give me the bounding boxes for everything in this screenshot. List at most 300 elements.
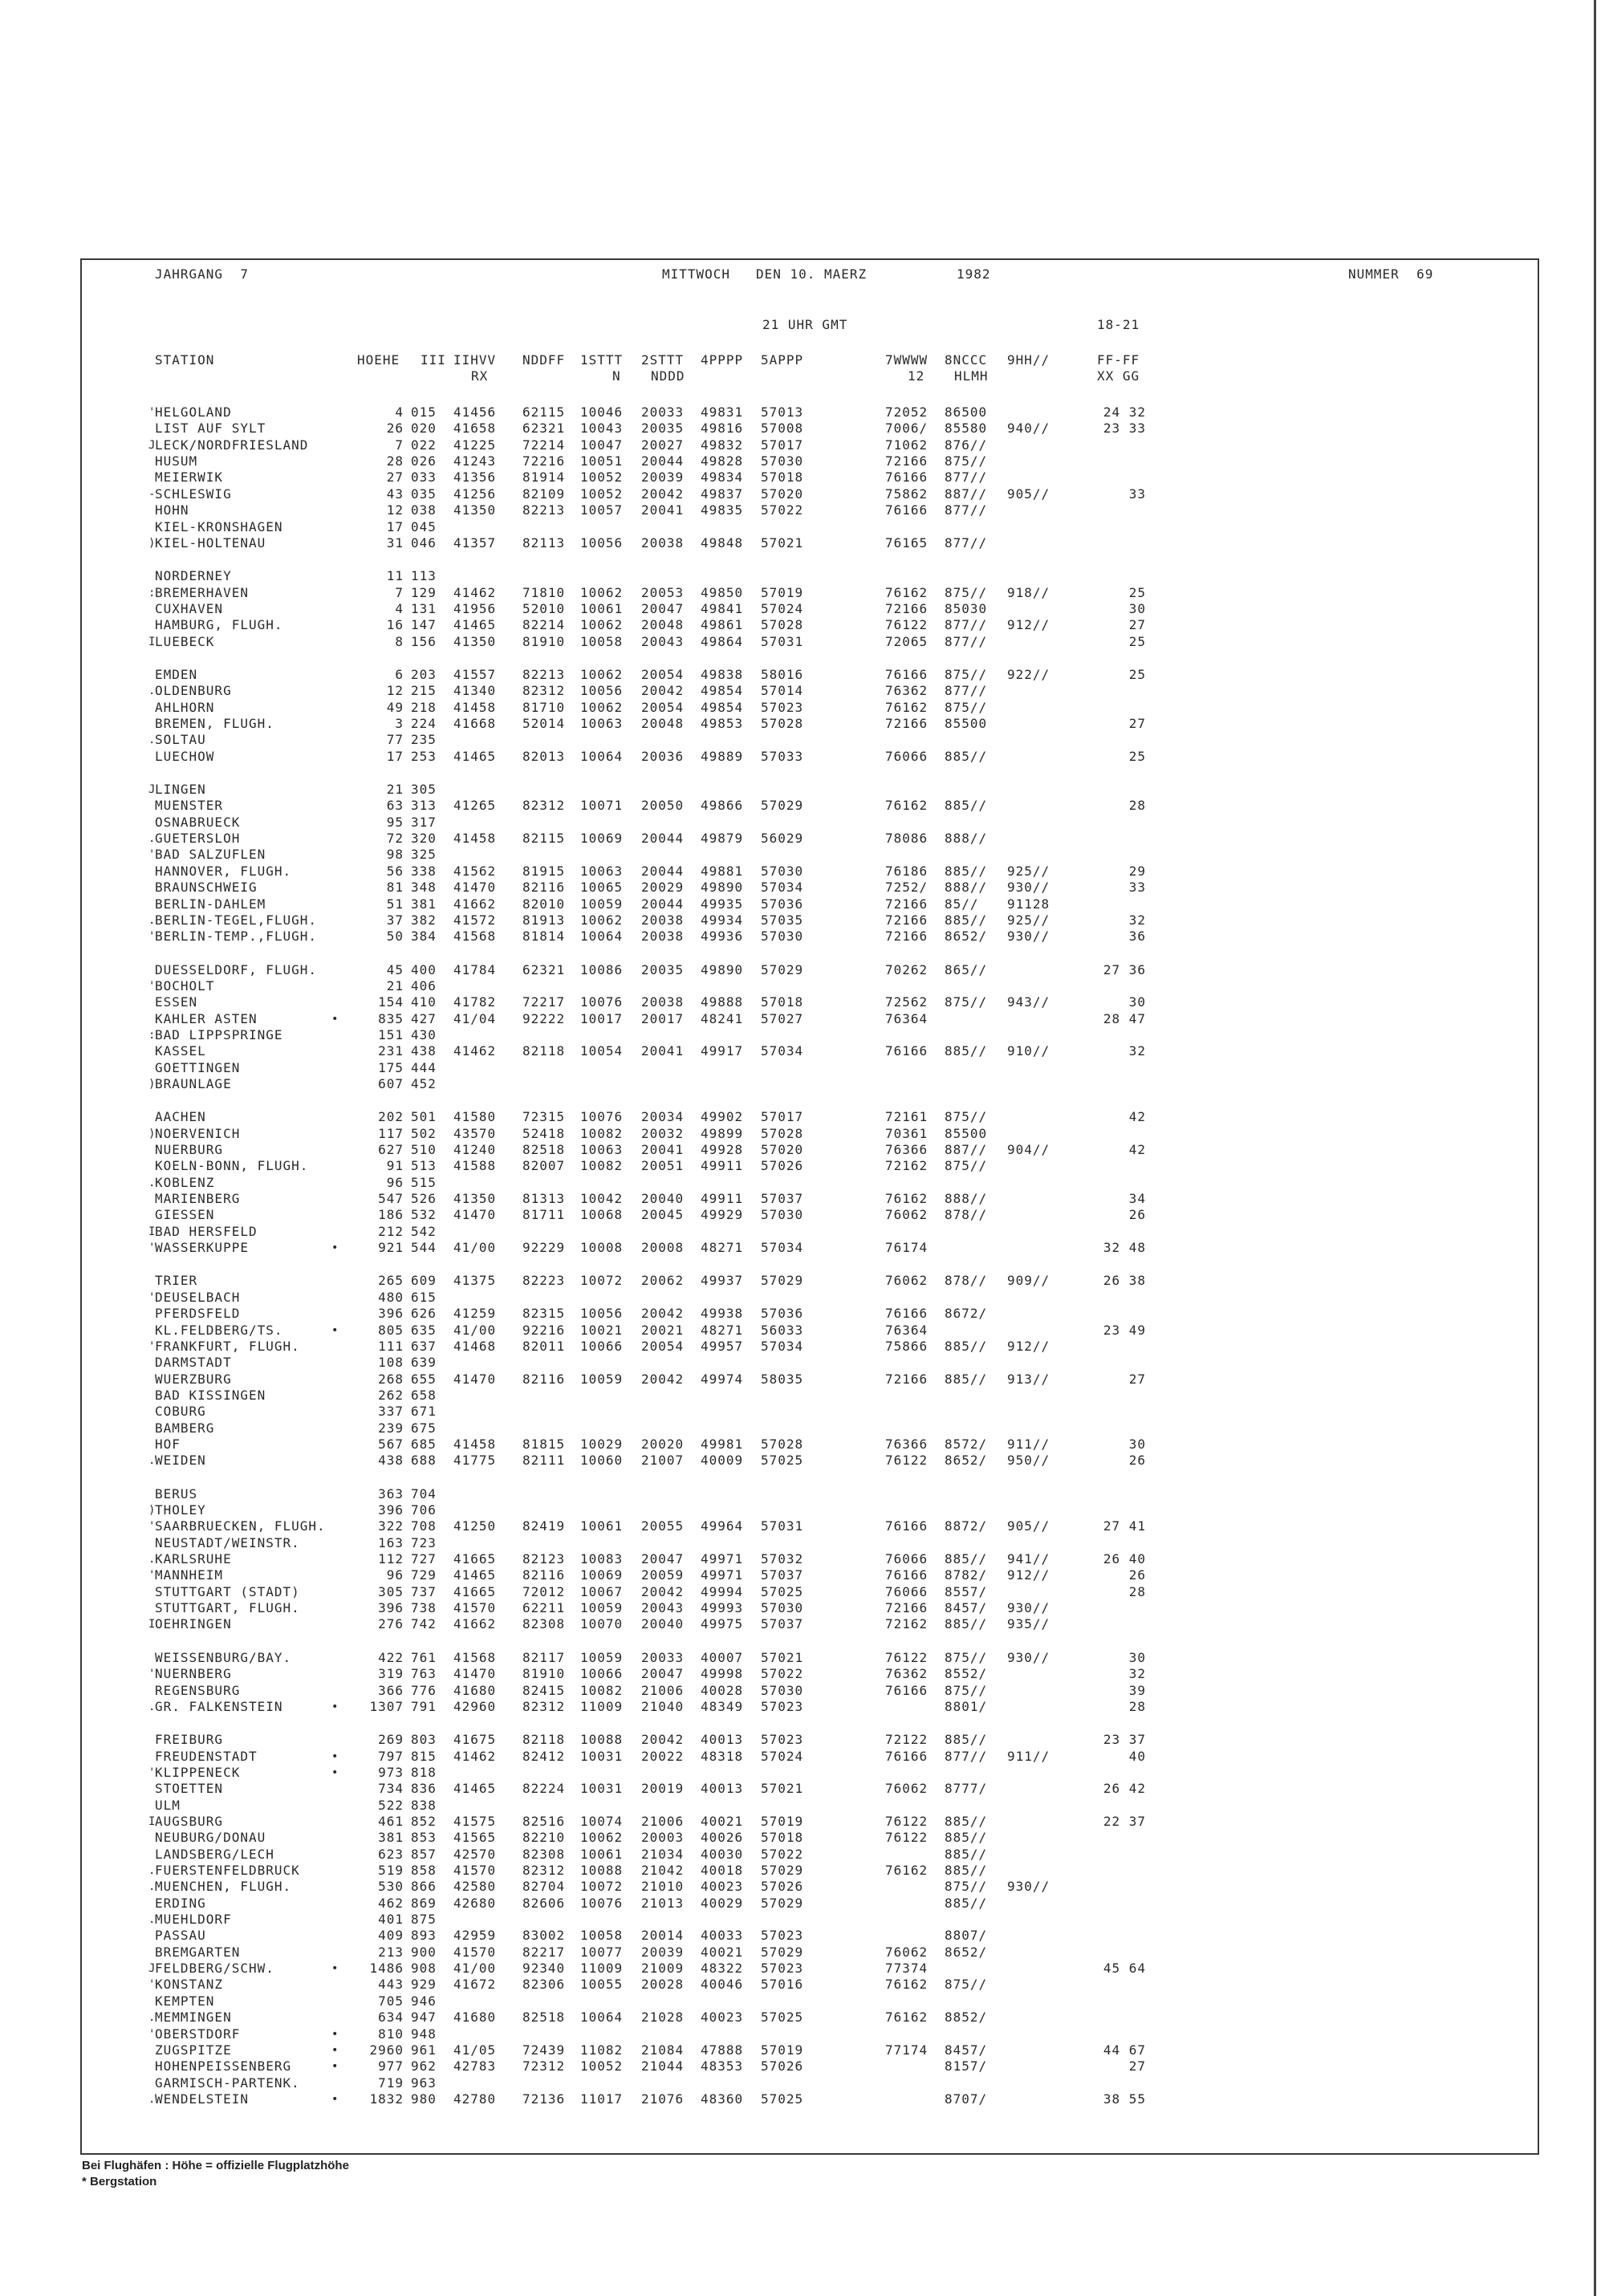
synop-group: 57017 xyxy=(761,1109,804,1125)
synop-group: 20032 xyxy=(641,1125,685,1141)
col-8nccc: 8NCCC xyxy=(945,352,988,368)
station-index: 147 xyxy=(411,617,437,633)
synop-group: 21044 xyxy=(641,2058,685,2075)
group-7wwww: 76364 xyxy=(885,1010,928,1026)
station-name: FREUDENSTADT xyxy=(155,1748,258,1764)
synop-group: 92222 xyxy=(522,1010,566,1026)
synop-group: 49936 xyxy=(701,929,744,945)
synop-group: 57026 xyxy=(761,1158,804,1174)
synop-group: 49981 xyxy=(701,1436,744,1452)
col-station: STATION xyxy=(155,352,215,368)
synop-group: 49938 xyxy=(701,1306,744,1322)
station-index: 317 xyxy=(411,814,437,830)
group-8nccc: 885// xyxy=(945,1895,988,1911)
group-7wwww: 76166 xyxy=(885,1682,928,1698)
synop-group: 21076 xyxy=(641,2091,685,2107)
synop-group: 49866 xyxy=(701,798,744,814)
synop-group: 49975 xyxy=(701,1616,744,1632)
synop-group: 57029 xyxy=(761,1273,804,1289)
station-height: 213 xyxy=(378,1944,404,1960)
synop-group: 41375 xyxy=(453,1273,497,1289)
synop-group: 57029 xyxy=(761,1944,804,1960)
station-index: 131 xyxy=(411,600,437,616)
station-index: 947 xyxy=(411,2010,437,2026)
group-7wwww: 76162 xyxy=(885,1191,928,1206)
synop-group: 10088 xyxy=(580,1863,624,1878)
group-8nccc: 85500 xyxy=(945,716,988,731)
synop-group: 82306 xyxy=(522,1977,566,1993)
station-height: 49 xyxy=(386,699,404,715)
synop-group: 49888 xyxy=(701,994,744,1010)
synop-group: 82213 xyxy=(522,502,566,518)
synop-group: 81915 xyxy=(522,863,566,879)
station-index: 929 xyxy=(411,1977,437,1993)
station-name: DUESSELDORF, FLUGH. xyxy=(155,961,318,977)
synop-group: 20044 xyxy=(641,863,685,879)
synop-group: 41665 xyxy=(453,1583,497,1599)
station-index: 544 xyxy=(411,1240,437,1256)
station-height: 91 xyxy=(386,1158,404,1174)
synop-group: 20045 xyxy=(641,1207,685,1223)
station-name: NORDERNEY xyxy=(155,568,232,584)
station-height: 17 xyxy=(386,518,404,534)
mountain-station-marker: • xyxy=(331,1012,339,1026)
group-8nccc: 875// xyxy=(945,1649,988,1665)
station-height: 396 xyxy=(378,1600,404,1616)
synop-group: 57037 xyxy=(761,1567,804,1583)
group-7wwww: 78086 xyxy=(885,831,928,847)
row-margin-mark: ) xyxy=(148,536,156,550)
synop-group: 57029 xyxy=(761,1895,804,1911)
station-name: KLIPPENECK xyxy=(155,1764,241,1780)
synop-group: 10042 xyxy=(580,1191,624,1206)
synop-group: 82312 xyxy=(522,798,566,814)
group-8nccc: 8782/ xyxy=(945,1567,988,1583)
synop-group: 10056 xyxy=(580,1306,624,1322)
synop-group: 41462 xyxy=(453,1748,497,1764)
synop-group: 81313 xyxy=(522,1191,566,1206)
station-index: 763 xyxy=(411,1666,437,1682)
synop-group: 57019 xyxy=(761,1813,804,1829)
synop-group: 20042 xyxy=(641,683,685,699)
station-name: STOETTEN xyxy=(155,1781,224,1797)
group-8nccc: 885// xyxy=(945,1846,988,1862)
synop-group: 41/05 xyxy=(453,2042,497,2058)
group-7wwww: 72162 xyxy=(885,1158,928,1174)
group-9hh: 922// xyxy=(1007,666,1050,682)
station-height: 231 xyxy=(378,1043,404,1059)
synop-group: 57020 xyxy=(761,1142,804,1157)
station-height: 186 xyxy=(378,1207,404,1223)
synop-group: 20054 xyxy=(641,666,685,682)
station-height: 921 xyxy=(378,1240,404,1256)
synop-group: 57025 xyxy=(761,2091,804,2107)
synop-group: 49993 xyxy=(701,1600,744,1616)
synop-group: 52014 xyxy=(522,716,566,731)
station-name: BERLIN-TEMP.,FLUGH. xyxy=(155,929,318,945)
synop-group: 41580 xyxy=(453,1109,497,1125)
row-margin-mark: J xyxy=(148,783,156,796)
row-margin-mark: ' xyxy=(148,1339,156,1353)
station-height: 117 xyxy=(378,1125,404,1141)
station-index: 737 xyxy=(411,1583,437,1599)
station-index: 022 xyxy=(411,437,437,453)
synop-group: 41675 xyxy=(453,1732,497,1748)
synop-group: 10062 xyxy=(580,1830,624,1846)
synop-group: 49850 xyxy=(701,584,744,600)
group-7wwww: 76162 xyxy=(885,584,928,600)
synop-group: 10059 xyxy=(580,1649,624,1665)
station-index: 532 xyxy=(411,1207,437,1223)
synop-group: 82011 xyxy=(522,1338,566,1354)
station-index: 776 xyxy=(411,1682,437,1698)
station-height: 95 xyxy=(386,814,404,830)
station-height: 567 xyxy=(378,1436,404,1452)
synop-group: 10062 xyxy=(580,584,624,600)
station-height: 480 xyxy=(378,1289,404,1305)
station-height: 26 xyxy=(386,421,404,437)
row-margin-mark: . xyxy=(148,734,156,747)
station-index: 727 xyxy=(411,1551,437,1567)
synop-group: 49971 xyxy=(701,1551,744,1567)
synop-group: 21007 xyxy=(641,1453,685,1469)
row-margin-mark: I xyxy=(148,1225,156,1238)
synop-group: 49835 xyxy=(701,502,744,518)
station-index: 738 xyxy=(411,1600,437,1616)
synop-group: 41350 xyxy=(453,633,497,649)
station-height: 43 xyxy=(386,486,404,502)
station-name: HOHN xyxy=(155,502,189,518)
synop-group: 57021 xyxy=(761,1649,804,1665)
synop-group: 20043 xyxy=(641,633,685,649)
station-height: 81 xyxy=(386,880,404,896)
group-7wwww: 72166 xyxy=(885,929,928,945)
row-margin-mark: . xyxy=(148,1454,156,1468)
synop-group: 57019 xyxy=(761,2042,804,2058)
station-index: 708 xyxy=(411,1518,437,1534)
station-index: 908 xyxy=(411,1961,437,1977)
synop-group: 48241 xyxy=(701,1010,744,1026)
synop-group: 20035 xyxy=(641,421,685,437)
station-height: 381 xyxy=(378,1830,404,1846)
wind-gusts: 40 xyxy=(1128,1748,1146,1764)
station-index: 980 xyxy=(411,2091,437,2107)
synop-group: 57023 xyxy=(761,1698,804,1714)
synop-group: 10059 xyxy=(580,1371,624,1387)
station-index: 688 xyxy=(411,1453,437,1469)
synop-group: 62321 xyxy=(522,421,566,437)
synop-group: 57024 xyxy=(761,600,804,616)
station-height: 96 xyxy=(386,1567,404,1583)
station-index: 033 xyxy=(411,469,437,486)
station-height: 37 xyxy=(386,912,404,928)
synop-group: 48322 xyxy=(701,1961,744,1977)
synop-group: 10059 xyxy=(580,1600,624,1616)
synop-group: 41572 xyxy=(453,912,497,928)
station-index: 961 xyxy=(411,2042,437,2058)
group-8nccc: 885// xyxy=(945,1813,988,1829)
synop-group: 49998 xyxy=(701,1666,744,1682)
station-height: 2960 xyxy=(369,2042,404,2058)
station-name: OLDENBURG xyxy=(155,683,232,699)
wind-gusts: 27 41 xyxy=(1103,1518,1146,1534)
station-height: 3 xyxy=(395,716,404,731)
col-8nccc-sub: HLMH xyxy=(954,368,989,384)
col-nddff: NDDFF xyxy=(522,352,566,368)
group-8nccc: 875// xyxy=(945,994,988,1010)
station-height: 50 xyxy=(386,929,404,945)
wind-gusts: 28 xyxy=(1128,1583,1146,1599)
wind-gusts: 44 67 xyxy=(1103,2042,1146,2058)
synop-group: 57021 xyxy=(761,1781,804,1797)
synop-group: 57023 xyxy=(761,1928,804,1944)
station-height: 396 xyxy=(378,1502,404,1518)
group-8nccc: 885// xyxy=(945,1732,988,1748)
synop-group: 10031 xyxy=(580,1781,624,1797)
station-height: 805 xyxy=(378,1322,404,1338)
synop-group: 10055 xyxy=(580,1977,624,1993)
synop-group: 10067 xyxy=(580,1583,624,1599)
station-height: 1486 xyxy=(369,1961,404,1977)
synop-group: 20042 xyxy=(641,1306,685,1322)
synop-group: 20035 xyxy=(641,961,685,977)
group-7wwww: 76166 xyxy=(885,1306,928,1322)
group-9hh: 925// xyxy=(1007,912,1050,928)
station-index: 203 xyxy=(411,666,437,682)
group-7wwww: 72166 xyxy=(885,912,928,928)
synop-group: 10052 xyxy=(580,2058,624,2075)
station-index: 113 xyxy=(411,568,437,584)
station-index: 869 xyxy=(411,1895,437,1911)
synop-group: 81910 xyxy=(522,1666,566,1682)
synop-group: 40026 xyxy=(701,1830,744,1846)
synop-group: 41240 xyxy=(453,1142,497,1157)
synop-group: 21084 xyxy=(641,2042,685,2058)
synop-group: 20020 xyxy=(641,1436,685,1452)
station-height: 977 xyxy=(378,2058,404,2075)
synop-group: 57028 xyxy=(761,617,804,633)
synop-group: 48271 xyxy=(701,1240,744,1256)
synop-group: 49854 xyxy=(701,699,744,715)
mountain-station-marker: • xyxy=(331,1323,339,1337)
station-name: FREIBURG xyxy=(155,1732,224,1748)
wind-gusts: 23 33 xyxy=(1103,421,1146,437)
synop-group: 92340 xyxy=(522,1961,566,1977)
wind-gusts: 39 xyxy=(1128,1682,1146,1698)
group-8nccc: 877// xyxy=(945,617,988,633)
group-7wwww: 76062 xyxy=(885,1207,928,1223)
station-height: 337 xyxy=(378,1404,404,1420)
group-8nccc: 8552/ xyxy=(945,1666,988,1682)
station-height: 835 xyxy=(378,1010,404,1026)
station-index: 639 xyxy=(411,1355,437,1371)
mountain-station-marker: • xyxy=(331,1749,339,1763)
group-7wwww: 76186 xyxy=(885,863,928,879)
station-name: LECK/NORDFRIESLAND xyxy=(155,437,309,453)
synop-group: 21006 xyxy=(641,1682,685,1698)
synop-group: 57036 xyxy=(761,1306,804,1322)
group-8nccc: 85030 xyxy=(945,600,988,616)
synop-group: 57030 xyxy=(761,1682,804,1698)
group-8nccc: 875// xyxy=(945,666,988,682)
col-2sttt: 2STTT xyxy=(641,352,685,368)
synop-group: 82111 xyxy=(522,1453,566,1469)
synop-group: 41256 xyxy=(453,486,497,502)
synop-group: 82116 xyxy=(522,1567,566,1583)
synop-group: 11009 xyxy=(580,1698,624,1714)
station-height: 409 xyxy=(378,1928,404,1944)
group-8nccc: 877// xyxy=(945,633,988,649)
station-name: KAHLER ASTEN xyxy=(155,1010,258,1026)
station-index: 046 xyxy=(411,534,437,551)
synop-group: 20014 xyxy=(641,1928,685,1944)
row-margin-mark: . xyxy=(148,1880,156,1894)
group-7wwww: 72166 xyxy=(885,896,928,912)
synop-group: 92216 xyxy=(522,1322,566,1338)
station-index: 430 xyxy=(411,1026,437,1042)
synop-group: 81710 xyxy=(522,699,566,715)
synop-group: 82117 xyxy=(522,1649,566,1665)
synop-group: 41782 xyxy=(453,994,497,1010)
synop-group: 57034 xyxy=(761,1338,804,1354)
group-9hh: 912// xyxy=(1007,1567,1050,1583)
station-height: 265 xyxy=(378,1273,404,1289)
synop-group: 20042 xyxy=(641,1371,685,1387)
synop-group: 57025 xyxy=(761,2010,804,2026)
synop-group: 41/00 xyxy=(453,1961,497,1977)
synop-group: 20022 xyxy=(641,1748,685,1764)
station-name: TRIER xyxy=(155,1273,198,1289)
station-height: 31 xyxy=(386,534,404,551)
group-7wwww: 76166 xyxy=(885,1518,928,1534)
wind-gusts: 27 36 xyxy=(1103,961,1146,977)
station-index: 818 xyxy=(411,1764,437,1780)
station-name: KL.FELDBERG/TS. xyxy=(155,1322,283,1338)
synop-group: 42783 xyxy=(453,2058,497,2075)
synop-group: 20050 xyxy=(641,798,685,814)
synop-group: 20008 xyxy=(641,1240,685,1256)
synop-group: 42780 xyxy=(453,2091,497,2107)
synop-group: 10058 xyxy=(580,1928,624,1944)
station-index: 761 xyxy=(411,1649,437,1665)
synop-group: 10077 xyxy=(580,1944,624,1960)
station-index: 026 xyxy=(411,453,437,469)
group-8nccc: 888// xyxy=(945,880,988,896)
station-height: 8 xyxy=(395,633,404,649)
row-margin-mark: ' xyxy=(148,1569,156,1583)
synop-group: 57029 xyxy=(761,961,804,977)
station-height: 269 xyxy=(378,1732,404,1748)
station-index: 626 xyxy=(411,1306,437,1322)
synop-group: 10063 xyxy=(580,716,624,731)
station-name: WENDELSTEIN xyxy=(155,2091,249,2107)
synop-group: 10059 xyxy=(580,896,624,912)
group-8nccc: 885// xyxy=(945,1863,988,1878)
row-margin-mark: : xyxy=(148,1028,156,1042)
synop-group: 57023 xyxy=(761,699,804,715)
synop-group: 41350 xyxy=(453,1191,497,1206)
station-name: BERLIN-TEGEL,FLUGH. xyxy=(155,912,318,928)
group-8nccc: 8572/ xyxy=(945,1436,988,1452)
synop-group: 40046 xyxy=(701,1977,744,1993)
station-name: MUENCHEN, FLUGH. xyxy=(155,1879,292,1895)
synop-group: 40021 xyxy=(701,1813,744,1829)
station-index: 381 xyxy=(411,896,437,912)
synop-group: 20044 xyxy=(641,896,685,912)
station-name: BAD HERSFELD xyxy=(155,1223,258,1239)
group-9hh: 91128 xyxy=(1007,896,1050,912)
row-margin-mark: . xyxy=(148,1553,156,1566)
synop-group: 57020 xyxy=(761,486,804,502)
synop-group: 10061 xyxy=(580,1518,624,1534)
synop-group: 10017 xyxy=(580,1010,624,1026)
wind-gusts: 33 xyxy=(1128,880,1146,896)
synop-group: 10061 xyxy=(580,600,624,616)
group-7wwww: 75862 xyxy=(885,486,928,502)
group-8nccc: 8707/ xyxy=(945,2091,988,2107)
synop-group: 10052 xyxy=(580,486,624,502)
station-height: 366 xyxy=(378,1682,404,1698)
col-iii: III xyxy=(421,352,446,368)
station-index: 815 xyxy=(411,1748,437,1764)
synop-group: 57023 xyxy=(761,1732,804,1748)
row-margin-mark: : xyxy=(148,586,156,599)
station-name: STUTTGART, FLUGH. xyxy=(155,1600,300,1616)
wind-gusts: 26 42 xyxy=(1103,1781,1146,1797)
synop-group: 81711 xyxy=(522,1207,566,1223)
group-9hh: 930// xyxy=(1007,880,1050,896)
station-height: 21 xyxy=(386,782,404,797)
wind-gusts: 36 xyxy=(1128,929,1146,945)
wind-gusts: 26 xyxy=(1128,1567,1146,1583)
group-8nccc: 875// xyxy=(945,699,988,715)
station-name: MARIENBERG xyxy=(155,1191,241,1206)
group-7wwww: 76122 xyxy=(885,617,928,633)
synop-group: 57032 xyxy=(761,1551,804,1567)
synop-group: 10062 xyxy=(580,666,624,682)
synop-group: 57028 xyxy=(761,716,804,731)
synop-group: 49832 xyxy=(701,437,744,453)
station-height: 72 xyxy=(386,831,404,847)
group-9hh: 940// xyxy=(1007,421,1050,437)
synop-group: 49964 xyxy=(701,1518,744,1534)
synop-group: 57031 xyxy=(761,633,804,649)
wind-gusts: 25 xyxy=(1128,584,1146,600)
synop-group: 57025 xyxy=(761,1583,804,1599)
synop-group: 10070 xyxy=(580,1616,624,1632)
station-name: PFERDSFELD xyxy=(155,1306,241,1322)
station-name: WASSERKUPPE xyxy=(155,1240,249,1256)
synop-group: 57018 xyxy=(761,994,804,1010)
group-9hh: 904// xyxy=(1007,1142,1050,1157)
station-name: KONSTANZ xyxy=(155,1977,224,1993)
wind-gusts: 25 xyxy=(1128,748,1146,764)
synop-group: 57030 xyxy=(761,863,804,879)
station-name: PASSAU xyxy=(155,1928,206,1944)
station-name: BAD KISSINGEN xyxy=(155,1387,266,1403)
station-name: DEUSELBACH xyxy=(155,1289,241,1305)
station-index: 963 xyxy=(411,2075,437,2091)
station-height: 462 xyxy=(378,1895,404,1911)
row-margin-mark: J xyxy=(148,438,156,452)
wind-gusts: 42 xyxy=(1128,1142,1146,1157)
synop-group: 57030 xyxy=(761,453,804,469)
row-margin-mark: ' xyxy=(148,979,156,993)
station-name: LUEBECK xyxy=(155,633,215,649)
station-index: 900 xyxy=(411,1944,437,1960)
synop-group: 72312 xyxy=(522,2058,566,2075)
synop-group: 49911 xyxy=(701,1191,744,1206)
